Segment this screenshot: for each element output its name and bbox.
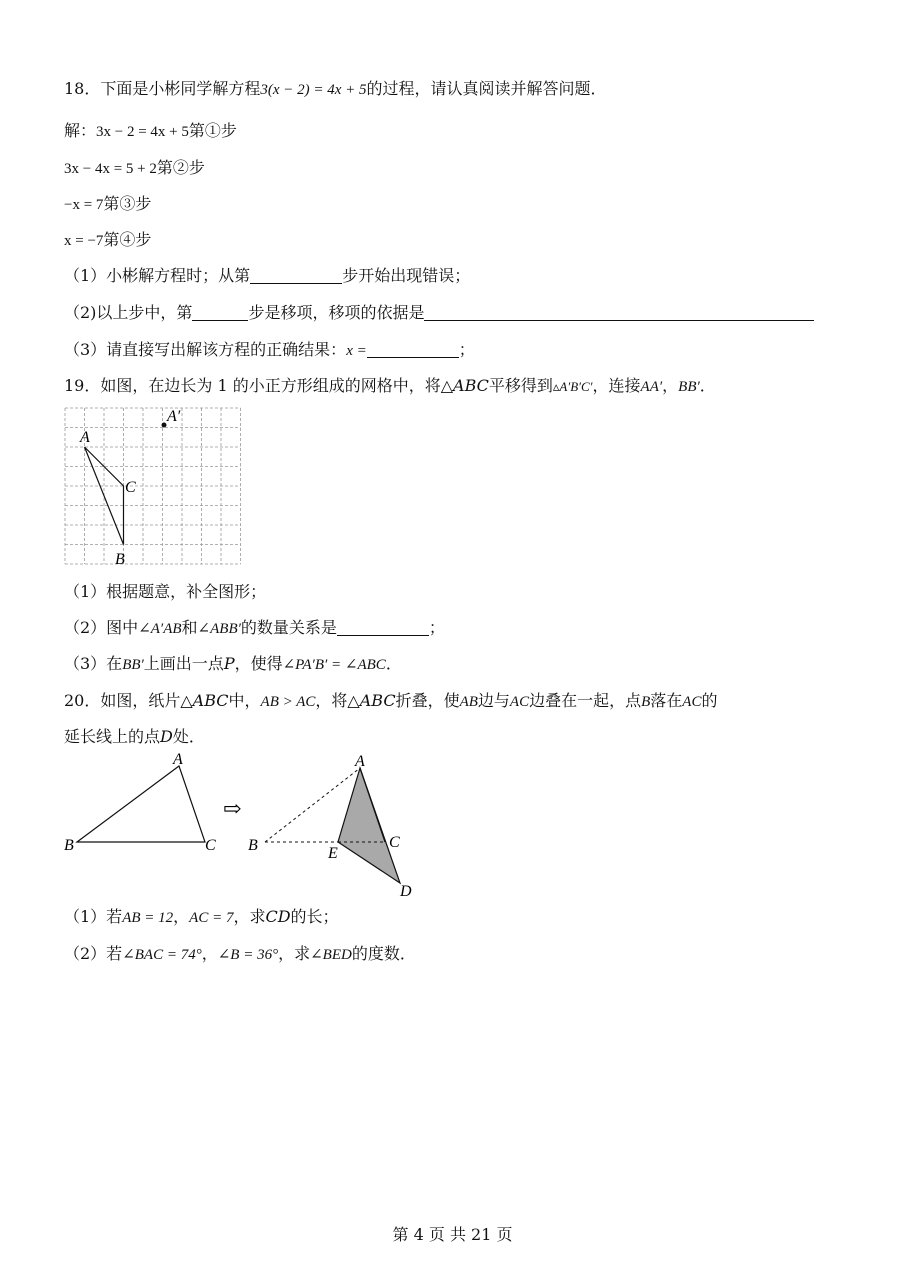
label-a-prime: A′ [167, 408, 181, 425]
q19-stem: 19．如图，在边长为 1 的小正方形组成的网格中，将△ABC平移得到▵A′B′C′，连接AA′，BB′． [64, 376, 716, 395]
answer-blank[interactable] [424, 304, 814, 321]
folded-triangle-aed [338, 768, 400, 883]
q20-part-1: （1）若AB = 12，AC = 7，求CD的长； [64, 907, 339, 926]
fig2-label-d: D [400, 883, 412, 900]
q18-step-3: −x = 7第③步 [64, 194, 152, 213]
q18-part-2: （2)以上步中，第 步是移项，移项的依据是 [64, 302, 814, 324]
right-arrow-icon: ⇨ [223, 796, 242, 821]
fold-figures [60, 750, 420, 900]
q18-step-1: 解：3x − 2 = 4x + 5第①步 [64, 121, 237, 140]
q19-part-2: （2）图中∠A′AB和∠ABB′的数量关系是 ； [64, 618, 445, 637]
fig2-label-a: A [355, 753, 365, 770]
q18-step-4: x = −7第④步 [64, 230, 152, 249]
q20-stem-line-1: 20．如图，纸片△ABC中，AB > AC，将△ABC折叠，使AB边与AC边叠在一起，点B落在AC的 [64, 691, 718, 710]
label-c: C [125, 479, 136, 496]
q19-part-1: （1）根据题意，补全图形； [64, 582, 267, 601]
page-footer: 第 4 页 共 21 页 [392, 1225, 513, 1244]
q18-equation: 3(x − 2) = 4x + 5 [260, 82, 367, 98]
q18-part-3: （3）请直接写出解该方程的正确结果：x = ； [64, 340, 475, 359]
answer-blank[interactable] [337, 619, 429, 636]
fig1-label-c: C [205, 837, 216, 854]
label-b: B [115, 551, 125, 568]
fig1-label-a: A [173, 751, 183, 768]
q18-stem: 18．下面是小彬同学解方程3(x − 2) = 4x + 5的过程，请认真阅读并解答问题． [64, 79, 607, 98]
answer-blank[interactable] [367, 341, 459, 358]
q20-part-2: （2）若∠BAC = 74°，∠B = 36°，求∠BED的度数． [64, 944, 416, 963]
q19-part-3: （3）在BB′上画出一点P，使得∠PA′B′ = ∠ABC． [64, 654, 402, 673]
fig1-label-b: B [64, 837, 74, 854]
point-a-prime [162, 423, 167, 428]
grid-figure [60, 400, 250, 570]
triangle-abc-original [77, 766, 205, 842]
fig2-label-e: E [328, 845, 338, 862]
fig2-label-c: C [389, 834, 400, 851]
answer-blank[interactable] [192, 304, 248, 321]
q18-step-2: 3x − 4x = 5 + 2第②步 [64, 158, 205, 177]
answer-blank[interactable] [250, 267, 342, 284]
q18-part-1: （1）小彬解方程时；从第 步开始出现错误； [64, 266, 471, 285]
fig2-label-b: B [248, 837, 258, 854]
q20-stem-line-2: 延长线上的点D处． [64, 727, 205, 746]
label-a: A [80, 429, 90, 446]
